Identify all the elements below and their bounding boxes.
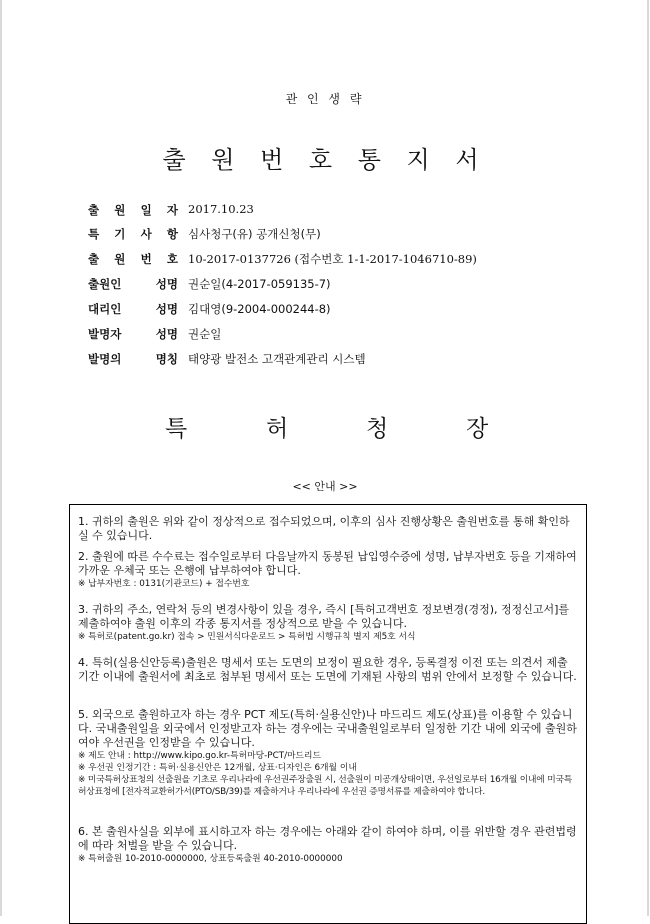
label-char: 발명의 (88, 352, 122, 366)
label-char: 원 (114, 252, 126, 266)
signature-char: 장 (466, 416, 489, 442)
page-left-edge (0, 0, 2, 916)
notice-item (78, 656, 578, 684)
label-char: 자 (166, 203, 178, 217)
label-char: 특 (88, 227, 100, 241)
field-label (88, 301, 178, 317)
label-char: 발명자 (88, 327, 122, 341)
notice-item (78, 708, 578, 798)
label-char: 성명 (155, 302, 178, 316)
field-label (88, 276, 178, 292)
notice-text: 1. 귀하의 출원은 위와 같이 정상적으로 접수되었으며, 이후의 심사 진행상황은 출원번호를 통해 확인하실 수 있습니다. (78, 515, 570, 542)
notice-text: 3. 귀하의 주소, 연락처 등의 변경사항이 있을 경우, 즉시 [특허고객번호 정보변경(경정), 정정신고서]를 제출하여야 출원 이후의 각종 통지서를 정상적으로 받을 수 있습니다. (78, 603, 570, 630)
label-char: 출 (88, 203, 100, 217)
guide-heading: << 안내 >> (292, 480, 358, 493)
notice-item (78, 550, 578, 590)
field-value: 10-2017-0137726 (접수번호 1-1-2017-1046710-89) (188, 252, 477, 266)
notice-item (78, 825, 578, 865)
field-value: 태양광 발전소 고객관계관리 시스템 (188, 352, 366, 366)
field-label (88, 326, 178, 342)
label-char: 명칭 (155, 352, 178, 366)
notice-box (69, 504, 587, 924)
field-label (88, 251, 178, 267)
signature-char: 특 (165, 416, 188, 442)
field-label (88, 202, 178, 218)
label-char: 기 (114, 227, 126, 241)
signature-char: 청 (366, 416, 389, 442)
field-value: 김대영(9-2004-000244-8) (188, 302, 331, 316)
notice-note: ※ 우선권 인정기간 : 특허·실용신안은 12개월, 상표·디자인은 6개월 이내 (78, 763, 357, 773)
field-value: 2017.10.23 (188, 202, 254, 216)
field-value: 권순일(4-2017-059135-7) (188, 277, 331, 291)
notice-item (78, 515, 578, 543)
label-char: 사 (140, 227, 152, 241)
notice-text: 5. 외국으로 출원하고자 하는 경우 PCT 제도(특허·실용신안)나 마드리드 제도(상표)를 이용할 수 있습니다. 국내출원일을 외국에서 인정받고자 하는 경우에는 국내출원일로부터 일정한 기간 내에 외국에 출원하여야 우선권을 인정받을 수 있습니다. (78, 708, 577, 749)
label-char: 원 (114, 203, 126, 217)
label-char: 출원인 (88, 277, 122, 291)
notice-text: 4. 특허(실용신안등록)출원은 명세서 또는 도면의 보정이 필요한 경우, 등록결정 이전 또는 의견서 제출기간 이내에 출원서에 최초로 첨부된 명세서 또는 도면에 기재된 사항의 범위 안에서 보정할 수 있습니다. (78, 656, 577, 683)
label-char: 성명 (155, 277, 178, 291)
notice-note: ※ 제도 안내 : http://www.kipo.go.kr-특허마당-PCT/마드리드 (78, 751, 322, 761)
field-label (88, 351, 178, 367)
label-char: 일 (140, 203, 152, 217)
field-value: 심사청구(유) 공개신청(무) (188, 227, 321, 241)
notice-item (78, 603, 578, 643)
notice-note: ※ 미국특허상표청의 선출원을 기초로 우리나라에 우선권주장출원 시, 선출원이 미공개상태이면, 우선일로부터 16개월 이내에 미국특허상표청에 [전자적교환허가서(PTO/SB/39)를 제출하거나 우리나라에 우선권 증명서류를 제출하여야 합니다. (78, 775, 573, 797)
field-value: 권순일 (188, 327, 222, 341)
notice-note: ※ 특허로(patent.go.kr) 접속 > 민원서식다운로드 > 특허법 시행규칙 별지 제5호 서식 (78, 632, 416, 642)
label-char: 대리인 (88, 302, 122, 316)
label-char: 항 (166, 227, 178, 241)
label-char: 출 (88, 252, 100, 266)
notice-note: ※ 특허출원 10-2010-0000000, 상표등록출원 40-2010-0000000 (78, 854, 343, 864)
document-title: 출 원 번 호 통 지 서 (162, 146, 488, 174)
page-right-edge (647, 0, 649, 916)
label-char: 성명 (155, 327, 178, 341)
signature-char: 허 (266, 416, 289, 442)
label-char: 호 (166, 252, 178, 266)
commissioner-signature (0, 410, 650, 440)
field-label (88, 226, 178, 242)
notice-text: 2. 출원에 따른 수수료는 접수일로부터 다음날까지 동봉된 납입영수증에 성명, 납부자번호 등을 기재하여 가까운 우체국 또는 은행에 납부하여야 합니다. (78, 550, 577, 577)
label-char: 번 (140, 252, 152, 266)
seal-omitted-text: 관 인 생 략 (285, 92, 365, 106)
notice-text: 6. 본 출원사실을 외부에 표시하고자 하는 경우에는 아래와 같이 하여야 하며, 이를 위반할 경우 관련법령에 따라 처벌을 받을 수 있습니다. (78, 825, 577, 852)
notice-note: ※ 납부자번호 : 0131(기관코드) + 접수번호 (78, 579, 250, 589)
